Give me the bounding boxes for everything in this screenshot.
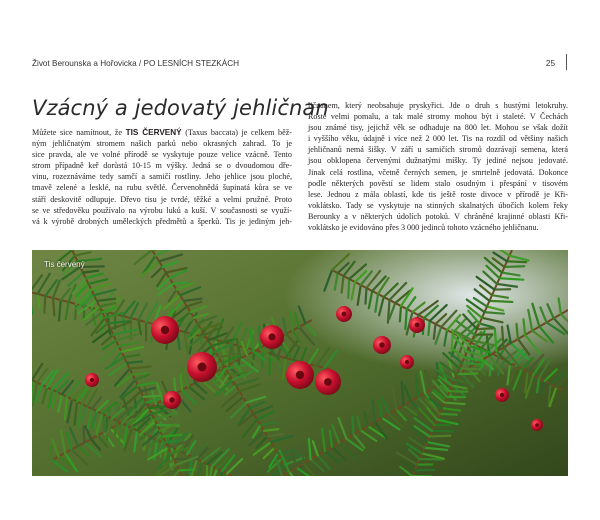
yew-photo	[32, 250, 568, 476]
photo-caption: Tis červený	[44, 260, 85, 269]
species-name: TIS ČERVENÝ	[125, 128, 182, 137]
text-run: se ve středověku používalo na výrobu luků a kuší. V současnosti se využí-	[32, 205, 292, 215]
yew-branch-illustration	[32, 250, 568, 476]
text-line	[32, 216, 292, 227]
text-line: jsou známé tisy, jejichž věk se odhaduje na 800 let. Mohou se však dožít	[308, 123, 568, 133]
text-line	[32, 138, 292, 149]
article-title: Vzácný a jedovatý jehličnan	[32, 96, 329, 120]
text-line	[32, 171, 292, 182]
text-line: jsou obklopena červenými dužnatými míšky. Ty jediné nejsou jedovaté.	[308, 156, 568, 166]
text-line	[32, 205, 292, 216]
text-run: tmavě zelené a lesklé, na rubu světlé. Červenohnědá šupinatá kůra se ve	[32, 183, 292, 193]
running-title: Život Berounska a Hořovicka / PO LESNÍCH STEZKÁCH	[32, 59, 240, 68]
article-column-2	[308, 100, 568, 233]
text-line	[32, 149, 292, 160]
text-run: ným jehličnatým stromem našich parků nebo okrasných zahrad. To je	[32, 139, 292, 149]
running-header	[32, 58, 567, 72]
text-line: i vyššího věku, údajně i více než 2 000 let. Tis na rozdíl od většiny našich	[308, 134, 568, 144]
page-number: 25	[545, 59, 555, 68]
text-line: Berounky a v některých údolích potoků. V chráněné krajinné oblasti Kři-	[308, 211, 568, 221]
text-line: voklátsko je evidováno přes 3 000 jedinců tohoto vzácného jehličnanu.	[308, 223, 539, 233]
text-line: voklátsko. Tady se vyskytuje na stinných skalnatých úbočích kolem řeky	[308, 200, 568, 210]
text-line: Roste velmi pomalu, a tak malé stromy mohou být i staleté. V Čechách	[308, 112, 568, 122]
text-line: podle některých pověstí se lidem stalo osudným i přespání v tisovém	[308, 178, 568, 188]
text-run: vá k výrobě drobných uměleckých předmětů a šperků. Tis je jediným jeh-	[32, 216, 292, 226]
text-run: sice pravda, ale ve volné přírodě se vyskytuje pouze velice vzácně. Tento	[32, 150, 292, 160]
text-run: (Taxus baccata) je celkem běž-	[181, 128, 293, 137]
text-run: strom případně keř dorůstá 10-15 m výšky. Jedná se o dvoudomou dře-	[32, 161, 292, 171]
text-line	[32, 182, 292, 193]
text-line	[32, 127, 292, 138]
text-line: Jinak celá rostlina, včetně černých semen, je smrtelně jedovatá. Dokonce	[308, 167, 568, 177]
text-line	[32, 160, 292, 171]
article-column-1	[32, 127, 292, 227]
text-run: vinu, rozeznáváme tedy samčí a samičí rostliny. Jeho jehlice jsou ploché,	[32, 172, 292, 182]
text-run: Můžete sice namítnout, že	[32, 128, 126, 137]
text-line: lese. Jednou z mála oblastí, kde tis ještě roste divoce v přírodě je Kři-	[308, 189, 568, 199]
text-line: jehličnanů nemá šišky. V září u samičích stromů dozrávají semena, která	[308, 145, 568, 155]
text-line: ličnanem, který neobsahuje pryskyřici. Jde o druh s hustými letokruhy.	[308, 101, 568, 110]
text-line	[32, 194, 292, 205]
header-divider	[566, 54, 567, 70]
text-run: stáří deskovitě odlupuje. Dřevo tisu je tvrdé, těžké a velmi pružné. Proto	[32, 194, 292, 204]
